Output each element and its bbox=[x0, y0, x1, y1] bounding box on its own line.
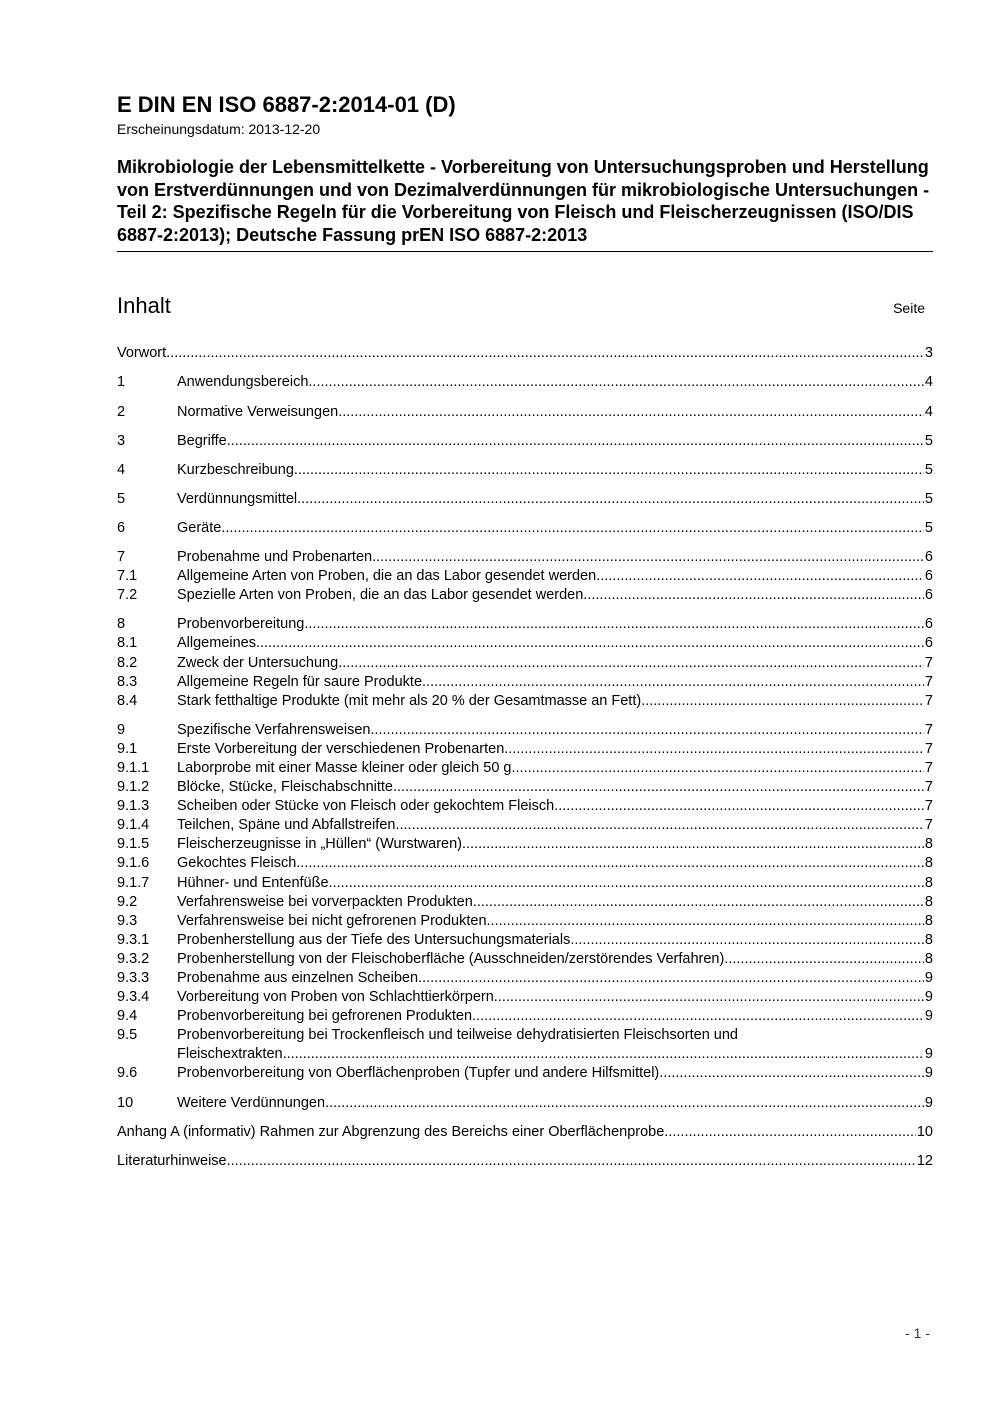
toc-heading: Inhalt bbox=[117, 293, 171, 319]
toc-entry-label: Allgemeine Regeln für saure Produkte bbox=[177, 673, 423, 690]
toc-entry-label: Verfahrensweise bei nicht gefrorenen Produkten bbox=[177, 912, 487, 929]
toc-leader-dots bbox=[473, 893, 924, 912]
toc-entry-number: 8.4 bbox=[117, 692, 138, 709]
toc-entry-page: 7 bbox=[924, 759, 933, 776]
toc-entry-label: Normative Verweisungen bbox=[177, 403, 339, 420]
toc-entry-label: Anhang A (informativ) Rahmen zur Abgrenzung des Bereichs einer Oberflächenprobe bbox=[117, 1123, 665, 1140]
toc-entry[interactable] bbox=[117, 893, 933, 912]
toc-entry-number: 9.1 bbox=[117, 740, 138, 757]
toc-entry[interactable] bbox=[117, 854, 933, 873]
toc-entry-page: 9 bbox=[924, 1065, 933, 1082]
toc-leader-dots bbox=[227, 1152, 916, 1171]
toc-entry-page: 8 bbox=[924, 874, 933, 891]
toc-entry-page: 3 bbox=[924, 345, 933, 362]
toc-entry-page: 8 bbox=[924, 931, 933, 948]
toc-entry-page: 8 bbox=[924, 836, 933, 853]
toc-entry[interactable] bbox=[117, 874, 933, 893]
toc-entry-page: 7 bbox=[924, 740, 933, 757]
toc-entry-label: Erste Vorbereitung der verschiedenen Probenarten bbox=[177, 740, 505, 757]
toc-leader-dots bbox=[227, 432, 924, 451]
toc-entry-label: Probenahme aus einzelnen Scheiben bbox=[177, 970, 419, 986]
toc-entry[interactable] bbox=[117, 634, 933, 653]
toc-entry-page: 7 bbox=[924, 817, 933, 834]
toc-entry[interactable] bbox=[117, 344, 933, 363]
toc-entry[interactable] bbox=[117, 759, 933, 778]
toc-entry-label: Literaturhinweise bbox=[117, 1152, 227, 1169]
toc-entry-number: 9.1.4 bbox=[117, 817, 150, 834]
toc-entry[interactable] bbox=[117, 740, 933, 759]
toc-leader-dots bbox=[583, 586, 924, 605]
toc-leader-dots bbox=[422, 673, 924, 692]
document-page bbox=[117, 92, 933, 1171]
toc-leader-dots bbox=[395, 816, 923, 835]
toc-entry-label: Blöcke, Stücke, Fleischabschnitte bbox=[177, 779, 393, 796]
toc-leader-dots bbox=[504, 740, 924, 759]
toc-leader-dots bbox=[294, 461, 924, 480]
toc-leader-dots bbox=[462, 835, 924, 854]
toc-leader-dots bbox=[418, 969, 924, 988]
toc-entry-number: 3 bbox=[117, 432, 126, 449]
toc-entry-label: Teilchen, Späne und Abfallstreifen bbox=[177, 817, 396, 834]
toc-entry[interactable] bbox=[117, 816, 933, 835]
toc-entry-number: 7 bbox=[117, 549, 126, 566]
toc-entry-page: 4 bbox=[924, 403, 933, 420]
toc-entry-number: 9.3 bbox=[117, 912, 138, 929]
toc-leader-dots bbox=[256, 634, 924, 653]
toc-entry-number: 7.2 bbox=[117, 587, 138, 604]
page-number: - 1 - bbox=[905, 1325, 930, 1341]
toc-entry-label: Probenvorbereitung bei Trockenfleisch und teilweise dehydratisierten Fleischsorten und bbox=[177, 1027, 738, 1044]
toc-entry-number: 9.1.6 bbox=[117, 855, 150, 872]
toc-entry-page: 6 bbox=[924, 549, 933, 566]
toc-entry-page: 9 bbox=[924, 989, 933, 1006]
toc-leader-dots bbox=[472, 1007, 924, 1026]
toc-entry[interactable] bbox=[117, 519, 933, 538]
toc-entry[interactable] bbox=[117, 1123, 933, 1142]
toc-entry-number: 9.3.4 bbox=[117, 989, 150, 1006]
toc-entry-number: 9.3.1 bbox=[117, 931, 150, 948]
toc-leader-dots bbox=[166, 344, 924, 363]
toc-entry[interactable] bbox=[117, 1094, 933, 1113]
toc-entry-number: 8.1 bbox=[117, 635, 138, 652]
toc-entry-number: 9.1.7 bbox=[117, 874, 150, 891]
toc-entry-label: Verfahrensweise bei vorverpackten Produkten bbox=[177, 893, 473, 910]
toc-entry-page: 10 bbox=[916, 1123, 933, 1140]
toc-entry-number: 9.1.3 bbox=[117, 798, 150, 815]
toc-leader-dots bbox=[664, 1123, 916, 1142]
toc-entry-page: 7 bbox=[924, 654, 933, 671]
toc-entry-page: 8 bbox=[924, 950, 933, 967]
toc-entry-label: Fleischextrakten bbox=[177, 1046, 283, 1063]
toc-entry-label: Anwendungsbereich bbox=[177, 374, 309, 391]
toc-leader-dots bbox=[393, 778, 924, 797]
toc-leader-dots bbox=[494, 988, 924, 1007]
toc-entry-label: Probenvorbereitung von Oberflächenproben (Tupfer und andere Hilfsmittel) bbox=[177, 1065, 660, 1082]
toc-entry-page: 8 bbox=[924, 855, 933, 872]
toc-entry-number: 9.1.2 bbox=[117, 779, 150, 796]
toc-entry[interactable] bbox=[117, 950, 933, 969]
toc-entry[interactable] bbox=[117, 615, 933, 634]
document-title: E DIN EN ISO 6887-2:2014-01 (D) bbox=[117, 92, 456, 117]
toc-entry-label: Geräte bbox=[177, 519, 222, 536]
toc-entry-label: Gekochtes Fleisch bbox=[177, 855, 297, 872]
toc-leader-dots bbox=[554, 797, 924, 816]
toc-entry[interactable] bbox=[117, 654, 933, 673]
toc-entry-page: 6 bbox=[924, 635, 933, 652]
toc-entry-page: 5 bbox=[924, 519, 933, 536]
toc-entry[interactable] bbox=[117, 373, 933, 392]
toc-leader-dots bbox=[308, 373, 924, 392]
toc-entry-label: Allgemeines bbox=[177, 635, 256, 652]
toc-entry[interactable] bbox=[117, 692, 933, 711]
toc-entry[interactable] bbox=[117, 931, 933, 950]
toc-entry-label: Probenvorbereitung bei gefrorenen Produkten bbox=[177, 1008, 473, 1025]
toc-leader-dots bbox=[338, 654, 924, 673]
toc-leader-dots bbox=[297, 490, 924, 509]
toc-entry-label: Hühner- und Entenfüße bbox=[177, 874, 329, 891]
toc-entry-page: 7 bbox=[924, 692, 933, 709]
toc-entry[interactable] bbox=[117, 548, 933, 567]
toc-entry-label: Kurzbeschreibung bbox=[177, 461, 294, 478]
toc-entry-page: 8 bbox=[924, 893, 933, 910]
toc-entry[interactable] bbox=[117, 432, 933, 451]
toc-entry-number: 9.1.1 bbox=[117, 759, 150, 776]
toc-entry-number: 10 bbox=[117, 1094, 134, 1111]
toc-entry[interactable] bbox=[117, 969, 933, 988]
toc-entry-page: 5 bbox=[924, 490, 933, 507]
toc-entry-label: Vorwort bbox=[117, 345, 167, 362]
table-of-contents bbox=[117, 344, 933, 1170]
toc-leader-dots bbox=[724, 950, 924, 969]
toc-leader-dots bbox=[641, 692, 924, 711]
toc-entry[interactable] bbox=[117, 1152, 933, 1171]
toc-header bbox=[117, 293, 933, 319]
toc-entry-label: Allgemeine Arten von Proben, die an das Labor gesendet werden bbox=[177, 568, 597, 585]
toc-entry[interactable] bbox=[117, 988, 933, 1007]
toc-entry-page: 5 bbox=[924, 461, 933, 478]
toc-entry-number: 8.2 bbox=[117, 654, 138, 671]
toc-entry-page: 4 bbox=[924, 374, 933, 391]
toc-entry[interactable] bbox=[117, 835, 933, 854]
toc-entry[interactable] bbox=[117, 797, 933, 816]
toc-entry[interactable] bbox=[117, 778, 933, 797]
toc-entry-number: 9.5 bbox=[117, 1027, 138, 1044]
toc-entry-continuation[interactable] bbox=[117, 1045, 933, 1064]
toc-entry-page: 7 bbox=[924, 673, 933, 690]
toc-entry-page: 6 bbox=[924, 587, 933, 604]
toc-entry-label: Vorbereitung von Proben von Schlachttierkörpern bbox=[177, 989, 494, 1006]
toc-leader-dots bbox=[304, 615, 924, 634]
page-column-label: Seite bbox=[893, 300, 925, 317]
toc-entry-page: 5 bbox=[924, 432, 933, 449]
toc-entry-label: Stark fetthaltige Produkte (mit mehr als 20 % der Gesamtmasse an Fett) bbox=[177, 692, 642, 709]
toc-leader-dots bbox=[296, 854, 924, 873]
toc-leader-dots bbox=[570, 931, 924, 950]
toc-entry-number: 9.2 bbox=[117, 893, 138, 910]
toc-entry[interactable] bbox=[117, 912, 933, 931]
toc-entry-page: 9 bbox=[924, 1008, 933, 1025]
toc-entry[interactable] bbox=[117, 673, 933, 692]
toc-leader-dots bbox=[283, 1045, 924, 1064]
toc-entry-number: 1 bbox=[117, 374, 126, 391]
toc-entry-label: Spezifische Verfahrensweisen bbox=[177, 721, 371, 738]
toc-entry-page: 8 bbox=[924, 912, 933, 929]
toc-entry-number: 9.1.5 bbox=[117, 836, 150, 853]
toc-entry-page: 9 bbox=[924, 970, 933, 986]
toc-entry-page: 7 bbox=[924, 779, 933, 796]
toc-entry-label: Probenvorbereitung bbox=[177, 616, 305, 633]
toc-entry[interactable] bbox=[117, 403, 933, 422]
document-subject: Mikrobiologie der Lebensmittelkette - Vorbereitung von Untersuchungsproben und Herstellung von Erstverdünnungen und von Dezimalverdünnungen für mikrobiologische Untersuchungen - Teil 2: Spezifische Regeln für die Vorbereitung von Fleisch und Fleischerzeugnissen (ISO/DIS 6887-2:2013); Deutsche Fassung prEN ISO 6887-2:2013 bbox=[117, 156, 933, 252]
toc-leader-dots bbox=[596, 567, 924, 586]
toc-entry-number: 9.4 bbox=[117, 1008, 138, 1025]
toc-entry-page: 12 bbox=[916, 1152, 933, 1169]
toc-entry-number: 8.3 bbox=[117, 673, 138, 690]
toc-entry-number: 9.3.2 bbox=[117, 950, 150, 967]
toc-leader-dots bbox=[512, 759, 924, 778]
toc-entry-label: Probenahme und Probenarten bbox=[177, 549, 373, 566]
publication-date: Erscheinungsdatum: 2013-12-20 bbox=[117, 121, 321, 137]
toc-entry-number: 4 bbox=[117, 461, 126, 478]
toc-entry[interactable] bbox=[117, 721, 933, 740]
toc-entry-number: 9 bbox=[117, 721, 126, 738]
toc-entry-label: Probenherstellung aus der Tiefe des Untersuchungsmaterials bbox=[177, 931, 571, 948]
toc-entry[interactable] bbox=[117, 1064, 933, 1083]
toc-entry-page: 9 bbox=[924, 1046, 933, 1063]
toc-entry-label: Fleischerzeugnisse in „Hüllen“ (Wurstwaren) bbox=[177, 836, 462, 853]
toc-entry-page: 7 bbox=[924, 721, 933, 738]
toc-leader-dots bbox=[325, 1094, 924, 1113]
toc-entry-label: Spezielle Arten von Proben, die an das Labor gesendet werden bbox=[177, 587, 584, 604]
toc-leader-dots bbox=[487, 912, 924, 931]
toc-entry[interactable] bbox=[117, 490, 933, 509]
toc-entry-page: 9 bbox=[924, 1094, 933, 1111]
toc-leader-dots bbox=[370, 721, 923, 740]
toc-entry[interactable] bbox=[117, 586, 933, 605]
toc-entry-number: 9.3.3 bbox=[117, 970, 150, 986]
toc-leader-dots bbox=[338, 403, 924, 422]
toc-entry-label: Weitere Verdünnungen bbox=[177, 1094, 326, 1111]
toc-entry[interactable] bbox=[117, 1007, 933, 1026]
toc-leader-dots bbox=[372, 548, 924, 567]
toc-entry-label: Zweck der Untersuchung bbox=[177, 654, 339, 671]
toc-entry-number: 5 bbox=[117, 490, 126, 507]
toc-leader-dots bbox=[659, 1064, 924, 1083]
toc-entry-page: 6 bbox=[924, 568, 933, 585]
toc-entry-number: 7.1 bbox=[117, 568, 138, 585]
toc-entry-label: Laborprobe mit einer Masse kleiner oder gleich 50 g bbox=[177, 759, 512, 776]
toc-entry-number: 8 bbox=[117, 616, 126, 633]
toc-leader-dots bbox=[329, 874, 924, 893]
toc-leader-dots bbox=[221, 519, 924, 538]
toc-entry-number: 9.6 bbox=[117, 1065, 138, 1082]
toc-entry-number: 2 bbox=[117, 403, 126, 420]
toc-entry[interactable] bbox=[117, 461, 933, 480]
toc-entry-label: Verdünnungsmittel bbox=[177, 490, 298, 507]
toc-entry-page: 7 bbox=[924, 798, 933, 815]
toc-entry-number: 6 bbox=[117, 519, 126, 536]
toc-entry[interactable] bbox=[117, 1026, 933, 1045]
toc-entry-label: Probenherstellung von der Fleischoberfläche (Ausschneiden/zerstörendes Verfahren) bbox=[177, 950, 725, 967]
toc-entry-page: 6 bbox=[924, 616, 933, 633]
toc-entry-label: Scheiben oder Stücke von Fleisch oder gekochtem Fleisch bbox=[177, 798, 555, 815]
toc-entry[interactable] bbox=[117, 567, 933, 586]
toc-entry-label: Begriffe bbox=[177, 432, 227, 449]
